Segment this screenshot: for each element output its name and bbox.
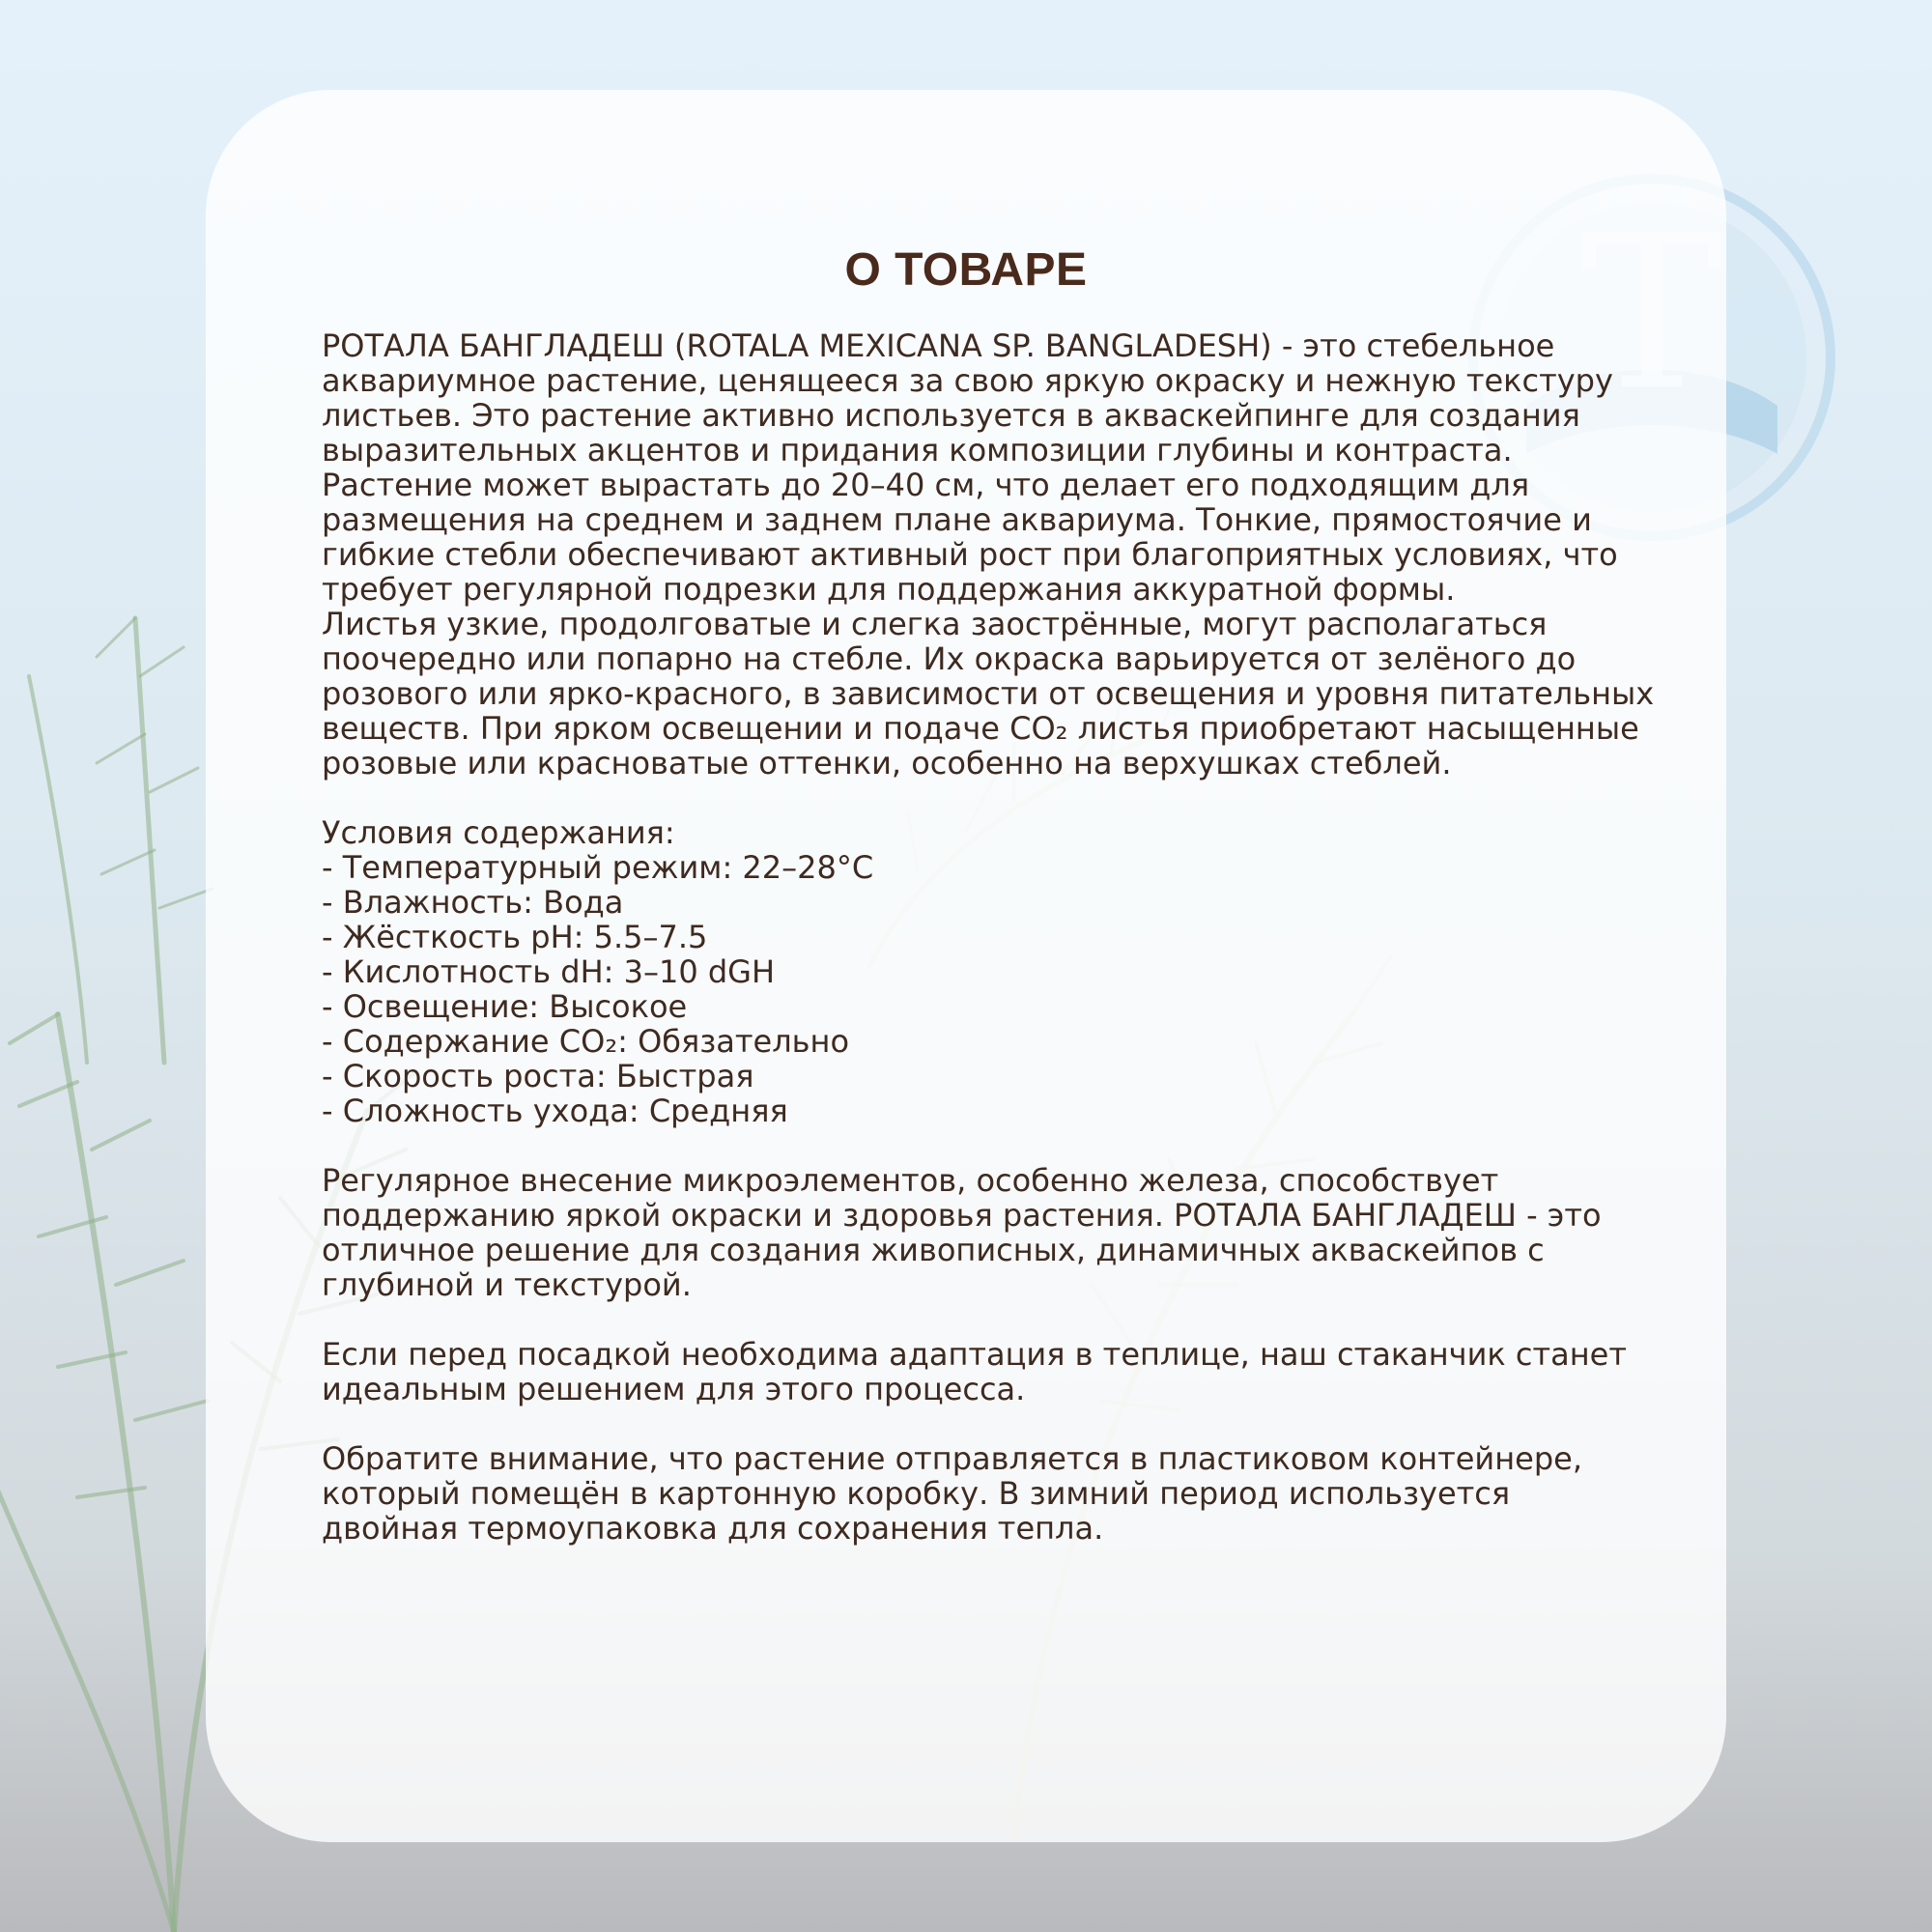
adaptation-paragraph: Если перед посадкой необходима адаптация в теплице, наш стаканчик станет идеальным решением для этого процесса. <box>322 1336 1627 1407</box>
condition-item: - Кислотность dH: 3–10 dGH <box>322 953 776 990</box>
care-paragraph: Регулярное внесение микроэлементов, особенно железа, способствует поддержанию яркой окраски и здоровья растения. РОТАЛА БАНГЛАДЕШ - это отличное решение для создания живописных, динамичных акваскейпов с глубиной и текстурой. <box>322 1162 1602 1303</box>
condition-item: - Сложность ухода: Средняя <box>322 1093 788 1129</box>
condition-item: - Жёсткость pH: 5.5–7.5 <box>322 919 708 955</box>
shipping-paragraph: Обратите внимание, что растение отправляется в пластиковом контейнере, который помещён в картонную коробку. В зимний период используется двойная термоупаковка для сохранения тепла. <box>322 1440 1582 1547</box>
condition-item: - Влажность: Вода <box>322 884 624 921</box>
page-title: О ТОВАРЕ <box>844 244 1088 296</box>
condition-item: - Температурный режим: 22–28°C <box>322 849 874 886</box>
condition-item: - Освещение: Высокое <box>322 988 688 1025</box>
conditions-list <box>322 850 1655 1128</box>
intro-paragraph: РОТАЛА БАНГЛАДЕШ (ROTALA MEXICANA SP. BANGLADESH) - это стебельное аквариумное растение, ценящееся за свою яркую окраску и нежную текстуру листьев. Это растение активно используется в акваскейпинге для создания выразительных акцентов и придания композиции глубины и контраста. <box>322 327 1613 469</box>
description-body <box>322 328 1655 1546</box>
intro-paragraph: Растение может вырастать до 20–40 см, что делает его подходящим для размещения на среднем и заднем плане аквариума. Тонкие, прямостоячие и гибкие стебли обеспечивают активный рост при благоприятных условиях, что требует регулярной подрезки для поддержания аккуратной формы. <box>322 467 1618 608</box>
condition-item: - Содержание CO₂: Обязательно <box>322 1023 850 1060</box>
conditions-heading: Условия содержания: <box>322 814 675 851</box>
condition-item: - Скорость роста: Быстрая <box>322 1058 754 1094</box>
intro-paragraph: Листья узкие, продолговатые и слегка заострённые, могут располагаться поочередно или попарно на стебле. Их окраска варьируется от зелёного до розового или ярко-красного, в зависимости от освещения и уровня питательных веществ. При ярком освещении и подаче CO₂ листья приобретают насыщенные розовые или красноватые оттенки, особенно на верхушках стеблей. <box>322 606 1655 781</box>
